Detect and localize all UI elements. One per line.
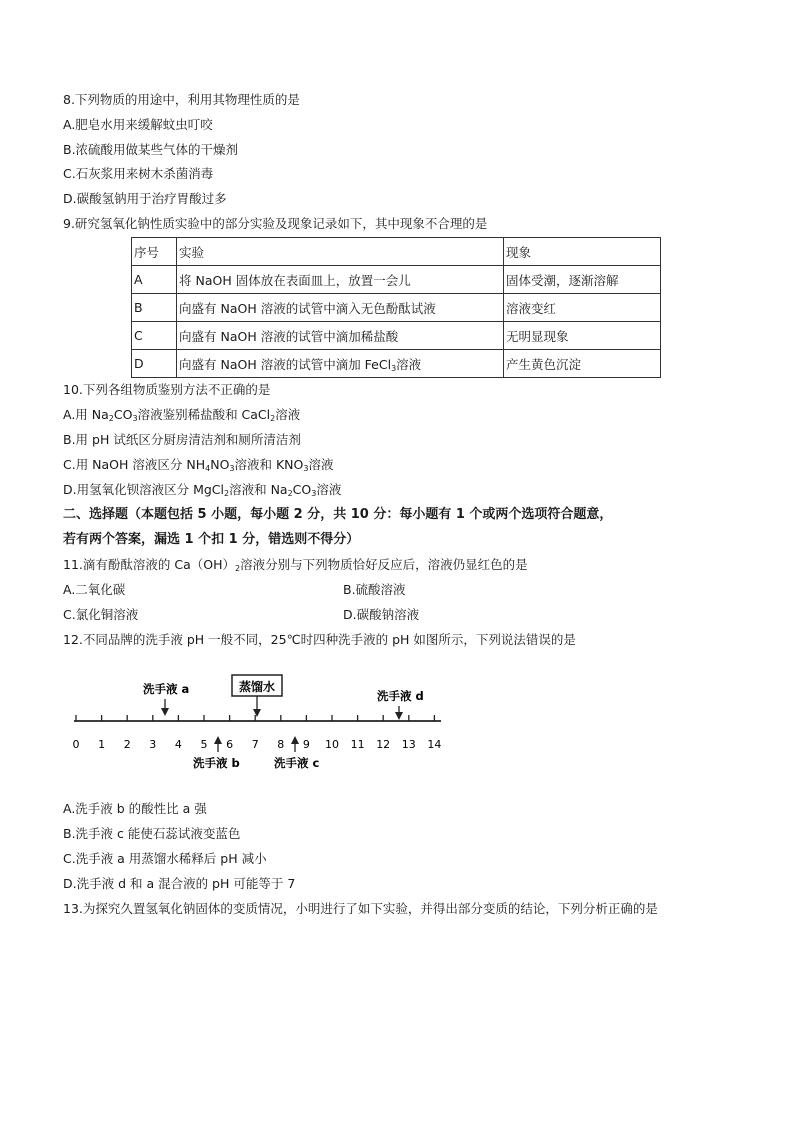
q10-option-d: D.用氢氧化钡溶液区分 MgCl$_2$溶液和 $Na_2CO_3$溶液 [63, 482, 342, 498]
q12-option-a: A.洗手液 b 的酸性比 a 强 [63, 801, 207, 816]
row-result: 溶液变红 [504, 294, 661, 322]
table-row [132, 350, 661, 378]
ph-tick-label: 0 [72, 738, 80, 751]
label-d: 洗手液 d [377, 689, 424, 703]
ph-tick-label: 2 [123, 738, 131, 751]
header-phenomenon: 现象 [504, 238, 661, 266]
q10-stem: 10.下列各组物质鉴别方法不正确的是 [63, 382, 271, 397]
ph-tick-label: 7 [251, 738, 259, 751]
q11-option-c: C.氯化铜溶液 [63, 607, 139, 622]
water-box [232, 675, 282, 717]
q12-option-c: C.洗手液 a 用蒸馏水稀释后 pH 减小 [63, 851, 267, 866]
q12-option-d: D.洗手液 d 和 a 混合液的 pH 可能等于 7 [63, 876, 296, 891]
ph-tick-label: 8 [277, 738, 285, 751]
row-id: D [132, 350, 177, 378]
ph-tick-label: 12 [376, 738, 391, 751]
table-header-row [132, 238, 661, 266]
ph-tick-label: 1 [98, 738, 106, 751]
section2-heading-line1: 二、选择题（本题包括 5 小题，每小题 2 分，共 10 分：每小题有 1 个或两个选项符合题意， [63, 507, 613, 522]
label-c: 洗手液 c [274, 756, 320, 770]
ph-tick-label: 10 [325, 738, 339, 751]
q10-option-c: C.用 NaOH 溶液区分 $NH_4NO_3$溶液和 $KNO_3$溶液 [63, 457, 334, 473]
ph-tick-label: 13 [401, 738, 416, 751]
q8-option-c: C.石灰浆用来树木杀菌消毒 [63, 166, 214, 181]
q8-option-a: A.肥皂水用来缓解蚊虫叮咬 [63, 117, 213, 132]
ph-tick-label: 3 [149, 738, 157, 751]
row-result: 产生黄色沉淀 [504, 350, 661, 378]
q10-option-a: A.用 $Na_2CO_3$溶液鉴别稀盐酸和 CaCl$_2$溶液 [63, 407, 301, 423]
q11-option-b: B.硫酸溶液 [343, 582, 406, 597]
ph-tick-label: 14 [427, 738, 442, 751]
ph-tick-label: 11 [350, 738, 365, 751]
q13-stem: 13.为探究久置氢氧化钠固体的变质情况，小明进行了如下实验，并得出部分变质的结论，下列分析正确的是 [63, 901, 658, 916]
label-a: 洗手液 a [143, 682, 190, 696]
ph-tick-label: 5 [200, 738, 208, 751]
q8-option-d: D.碳酸氢钠用于治疗胃酸过多 [63, 191, 227, 206]
ph-tick-label: 4 [174, 738, 182, 751]
q11-option-a: A.二氧化碳 [63, 582, 126, 597]
q11-option-d: D.碳酸钠溶液 [343, 607, 420, 622]
header-index: 序号 [132, 238, 177, 266]
q10-option-b: B.用 pH 试纸区分厨房清洁剂和厕所清洁剂 [63, 432, 301, 447]
row-result: 固体受潮，逐渐溶解 [504, 266, 661, 294]
q9-table [131, 237, 661, 378]
label-b: 洗手液 b [193, 756, 240, 770]
q12-stem: 12.不同品牌的洗手液 pH 一般不同，25℃时四种洗手液的 pH 如图所示，下列说法错误的是 [63, 632, 576, 647]
table-row [132, 322, 661, 350]
row-result: 无明显现象 [504, 322, 661, 350]
row-experiment: 将 NaOH 固体放在表面皿上，放置一会儿 [177, 266, 504, 294]
q11-stem: 11.滴有酚酞溶液的 $Ca(OH)_2$溶液分别与下列物质恰好反应后，溶液仍显红色的是 [63, 557, 528, 573]
row-id: B [132, 294, 177, 322]
q8-option-b: B.浓硫酸用做某些气体的干燥剂 [63, 142, 239, 157]
q9-stem: 9.研究氢氧化钠性质实验中的部分实验及现象记录如下，其中现象不合理的是 [63, 216, 488, 231]
ph-scale-figure [0, 662, 794, 782]
table-row [132, 294, 661, 322]
header-experiment: 实验 [177, 238, 504, 266]
row-id: C [132, 322, 177, 350]
row-id: A [132, 266, 177, 294]
row-experiment: 向盛有 NaOH 溶液的试管中滴加 FeCl$_3$溶液 [177, 350, 504, 378]
section2-heading-line2: 若有两个答案，漏选 1 个扣 1 分，错选则不得分） [63, 532, 360, 547]
water-box-label: 蒸馏水 [238, 680, 276, 694]
q12-option-b: B.洗手液 c 能使石蕊试液变蓝色 [63, 826, 241, 841]
q8-stem: 8.下列物质的用途中，利用其物理性质的是 [63, 92, 300, 107]
ph-tick-label: 9 [302, 738, 310, 751]
row-experiment: 向盛有 NaOH 溶液的试管中滴加稀盐酸 [177, 322, 504, 350]
table-row [132, 266, 661, 294]
ph-tick-label: 6 [226, 738, 234, 751]
row-experiment: 向盛有 NaOH 溶液的试管中滴入无色酚酞试液 [177, 294, 504, 322]
label-a-group [142, 682, 189, 716]
